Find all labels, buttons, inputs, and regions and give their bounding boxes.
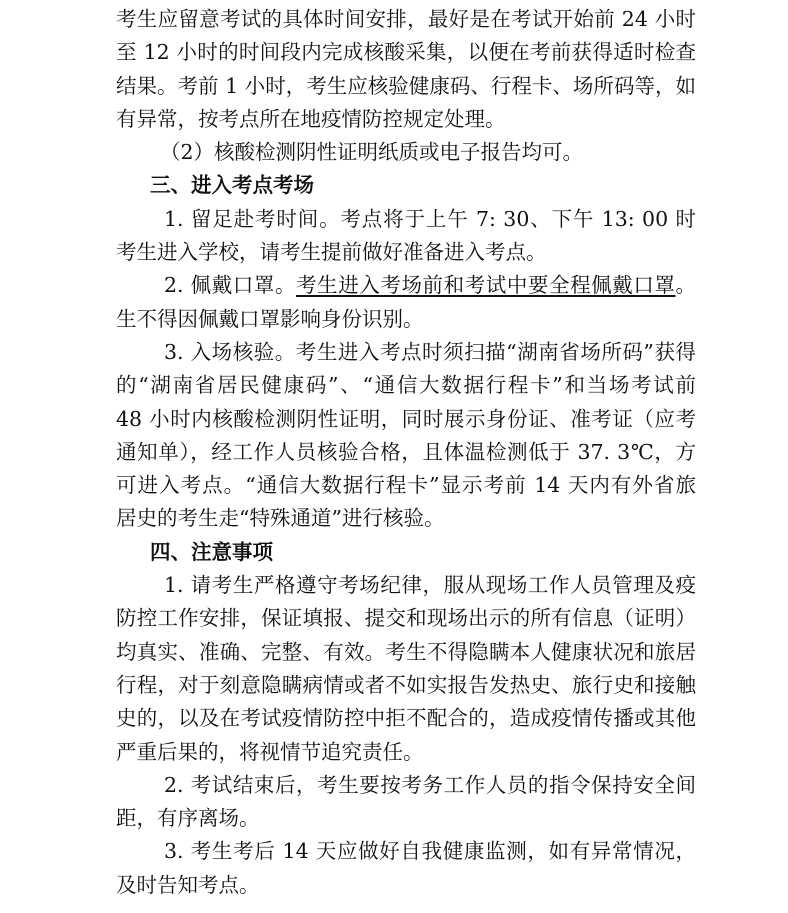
section-heading-3: 三、进入考点考场 bbox=[150, 173, 314, 198]
text-line: 1. 留足赴考时间。考点将于上午 7: 30、下午 13: 00 时 bbox=[164, 206, 696, 231]
text-line: 可进入考点。“通信大数据行程卡”显示考前 14 天内有外省旅 bbox=[116, 473, 696, 498]
text-line: 2. 考试结束后，考生要按考务工作人员的指令保持安全间 bbox=[164, 772, 696, 797]
text-line: 考生应留意考试的具体时间安排，最好是在考试开始前 24 小时 bbox=[116, 7, 696, 31]
text-line: 行程，对于刻意隐瞒病情或者不如实报告发热史、旅行史和接触 bbox=[116, 672, 696, 697]
text-line: 至 12 小时的时间段内完成核酸采集，以便在考前获得适时检查 bbox=[116, 40, 696, 65]
text-line: 有异常，按考点所在地疫情防控规定处理。 bbox=[116, 106, 506, 131]
document-page bbox=[116, 3, 696, 902]
text-line: 考生进入学校，请考生提前做好准备进入考点。 bbox=[116, 240, 547, 265]
text-line: 生不得因佩戴口罩影响身份识别。 bbox=[116, 306, 424, 331]
text-line: 3. 入场核验。考生进入考点时须扫描“湖南省场所码”获得 bbox=[164, 339, 696, 364]
text-segment: 2. 佩戴口罩。 bbox=[164, 273, 297, 298]
text-line: 均真实、准确、完整、有效。考生不得隐瞒本人健康状况和旅居 bbox=[116, 639, 696, 664]
text-line: 的“湖南省居民健康码”、“通信大数据行程卡”和当场考试前 bbox=[116, 373, 696, 398]
section-heading-4: 四、注意事项 bbox=[150, 539, 273, 564]
text-line: 1. 请考生严格遵守考场纪律，服从现场工作人员管理及疫 bbox=[164, 573, 696, 598]
text-line: （2）核酸检测阴性证明纸质或电子报告均可。 bbox=[160, 140, 584, 165]
text-line: 48 小时内核酸检测阴性证明，同时展示身份证、准考证（应考 bbox=[116, 406, 696, 431]
text-segment: 。 bbox=[675, 273, 696, 298]
underlined-text: 考生进入考场前和考试中要全程佩戴口罩 bbox=[296, 273, 676, 298]
text-line: 3. 考生考后 14 天应做好自我健康监测，如有异常情况， bbox=[164, 839, 696, 864]
text-line: 结果。考前 1 小时，考生应核验健康码、行程卡、场所码等，如 bbox=[116, 73, 696, 98]
text-line: 通知单），经工作人员核验合格，且体温检测低于 37. 3℃，方 bbox=[116, 439, 696, 464]
text-line: 距，有序离场。 bbox=[116, 806, 260, 831]
text-line: 史的，以及在考试疫情防控中拒不配合的，造成疫情传播或其他 bbox=[116, 706, 696, 731]
text-line: 居史的考生走“特殊通道”进行核验。 bbox=[116, 506, 445, 531]
text-line: 及时告知考点。 bbox=[116, 872, 260, 897]
text-line-underlined bbox=[116, 269, 696, 302]
text-line: 防控工作安排，保证填报、提交和现场出示的所有信息（证明） bbox=[116, 606, 696, 631]
text-line: 严重后果的，将视情节追究责任。 bbox=[116, 739, 424, 764]
